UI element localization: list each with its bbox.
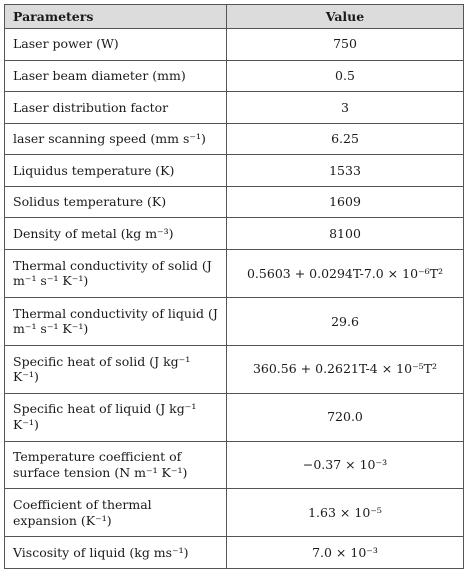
param-cell: Laser beam diameter (mm)	[5, 60, 227, 92]
param-cell: Specific heat of solid (J kg⁻¹ K⁻¹)	[5, 345, 227, 393]
table-row	[5, 29, 464, 61]
table-row	[5, 60, 464, 92]
table-header-row	[5, 5, 464, 29]
header-value: Value	[227, 5, 464, 29]
table-row	[5, 92, 464, 124]
param-cell: laser scanning speed (mm s⁻¹)	[5, 123, 227, 155]
value-cell: 1533	[227, 155, 464, 187]
table-row	[5, 250, 464, 298]
value-cell: 720.0	[227, 393, 464, 441]
value-cell: 0.5603 + 0.0294T-7.0 × 10⁻⁶T²	[227, 250, 464, 298]
table-row	[5, 218, 464, 250]
value-cell: 7.0 × 10⁻³	[227, 537, 464, 569]
table-row	[5, 441, 464, 489]
table-row	[5, 393, 464, 441]
value-cell: 1609	[227, 186, 464, 218]
param-cell: Thermal conductivity of solid (J m⁻¹ s⁻¹ K⁻¹)	[5, 250, 227, 298]
param-cell: Temperature coefficient of surface tension (N m⁻¹ K⁻¹)	[5, 441, 227, 489]
value-cell: 0.5	[227, 60, 464, 92]
param-cell: Laser power (W)	[5, 29, 227, 61]
parameters-table	[4, 4, 464, 569]
table-row	[5, 345, 464, 393]
param-cell: Coefficient of thermal expansion (K⁻¹)	[5, 489, 227, 537]
param-cell: Laser distribution factor	[5, 92, 227, 124]
param-cell: Specific heat of liquid (J kg⁻¹ K⁻¹)	[5, 393, 227, 441]
param-cell: Viscosity of liquid (kg ms⁻¹)	[5, 537, 227, 569]
param-cell: Density of metal (kg m⁻³)	[5, 218, 227, 250]
table-row	[5, 489, 464, 537]
table-row	[5, 297, 464, 345]
parameters-table-container	[4, 4, 463, 569]
param-cell: Liquidus temperature (K)	[5, 155, 227, 187]
value-cell: 29.6	[227, 297, 464, 345]
value-cell: 360.56 + 0.2621T-4 × 10⁻⁵T²	[227, 345, 464, 393]
value-cell: −0.37 × 10⁻³	[227, 441, 464, 489]
value-cell: 6.25	[227, 123, 464, 155]
table-row	[5, 123, 464, 155]
table-row	[5, 537, 464, 569]
table-row	[5, 155, 464, 187]
value-cell: 8100	[227, 218, 464, 250]
header-parameters: Parameters	[5, 5, 227, 29]
value-cell: 750	[227, 29, 464, 61]
param-cell: Thermal conductivity of liquid (J m⁻¹ s⁻¹ K⁻¹)	[5, 297, 227, 345]
param-cell: Solidus temperature (K)	[5, 186, 227, 218]
table-row	[5, 186, 464, 218]
value-cell: 1.63 × 10⁻⁵	[227, 489, 464, 537]
value-cell: 3	[227, 92, 464, 124]
